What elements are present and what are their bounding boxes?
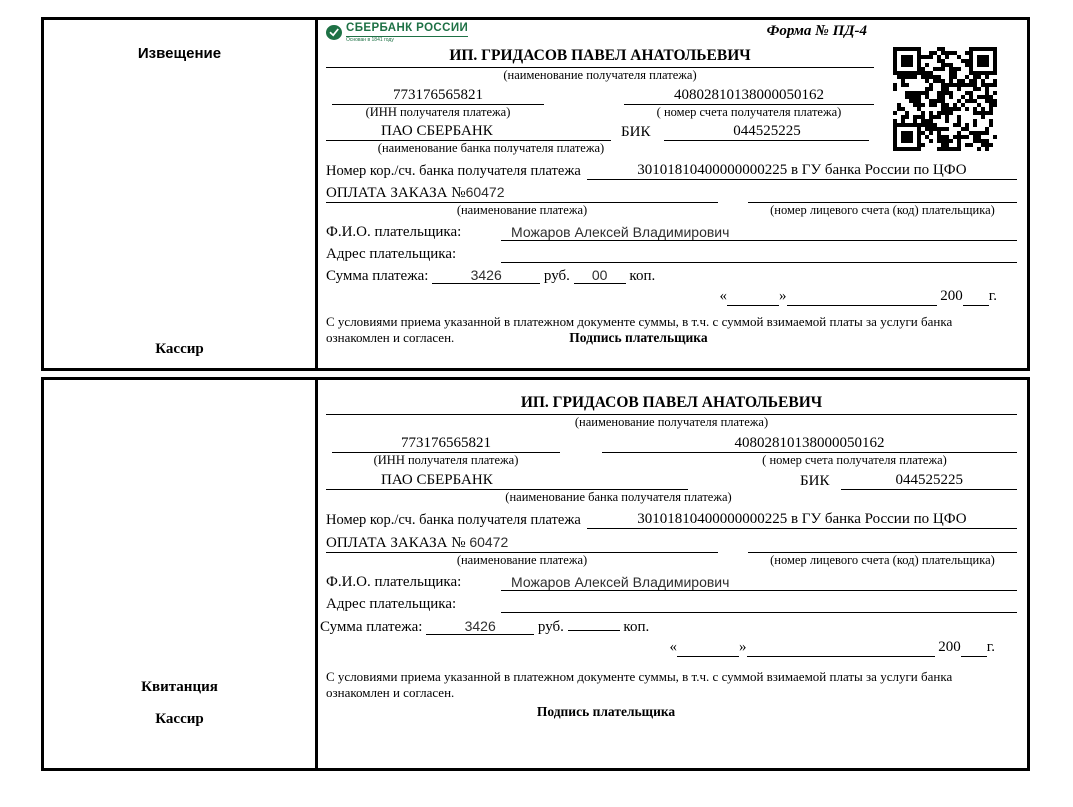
- payment-label: (наименование платежа): [456, 553, 588, 567]
- kop-label: коп.: [629, 268, 656, 284]
- account-label: ( номер счета получателя платежа): [656, 105, 842, 119]
- bik-label: БИК: [800, 473, 830, 489]
- receipt-title: Квитанция: [141, 679, 218, 695]
- recipient-name: ИП. ГРИДАСОВ ПАВЕЛ АНАТОЛЬЕВИЧ: [326, 394, 1017, 415]
- sum-label: Сумма платежа:: [326, 268, 429, 284]
- corr-account-label: Номер кор./сч. банка получателя платежа: [326, 163, 581, 179]
- order-number: 60472: [469, 534, 509, 550]
- payer-address-label: Адрес плательщика:: [326, 596, 457, 612]
- form-number: Форма № ПД-4: [766, 23, 867, 39]
- personal-account-line: [748, 535, 1017, 553]
- personal-account-line: [748, 185, 1017, 203]
- order-number: 60472: [465, 184, 505, 200]
- payment-purpose: ОПЛАТА ЗАКАЗА № 60472: [326, 534, 718, 553]
- inn-value: 773176565821: [332, 435, 560, 453]
- recipient-name: ИП. ГРИДАСОВ ПАВЕЛ АНАТОЛЬЕВИЧ: [326, 47, 874, 68]
- inn-label: (ИНН получателя платежа): [373, 453, 519, 467]
- sum-label: Сумма платежа:: [320, 619, 423, 635]
- receipt-side-column: [44, 380, 318, 768]
- bank-label: (наименование банка получателя платежа): [505, 490, 732, 504]
- receipt-cashier-label: Кассир: [155, 711, 204, 727]
- sberbank-emblem-icon: [326, 25, 342, 40]
- bik-value: 044525225: [664, 123, 869, 141]
- bik-value: 044525225: [841, 472, 1017, 490]
- signature-label: Подпись плательщика: [569, 330, 708, 345]
- notice-form-area: [318, 20, 1027, 368]
- receipt-section: [41, 377, 1030, 771]
- bank-label: (наименование банка получателя платежа): [377, 141, 605, 155]
- payer-address-value: [501, 595, 1017, 613]
- inn-label: (ИНН получателя платежа): [365, 105, 511, 119]
- personal-account-label: (номер лицевого счета (код) плательщика): [770, 553, 995, 567]
- rub-label: руб.: [543, 268, 570, 284]
- payment-label: (наименование платежа): [456, 203, 588, 217]
- sum-rub-value: 3426: [432, 267, 540, 284]
- sum-row: [326, 267, 1017, 285]
- agreement-text-line2: ознакомлен и согласен.: [326, 330, 455, 345]
- account-label: ( номер счета получателя платежа): [762, 453, 947, 467]
- sum-rub-value: 3426: [426, 618, 534, 635]
- agreement-text-line1: С условиями приема указанной в платежном документе суммы, в т.ч. с суммой взимаемой платы за услуги банка: [326, 314, 953, 329]
- corr-account-label: Номер кор./сч. банка получателя платежа: [326, 512, 581, 528]
- sum-kop-value: 00: [574, 267, 626, 284]
- corr-account-value: 30101810400000000225 в ГУ банка России по ЦФО: [587, 511, 1017, 529]
- inn-value: 773176565821: [332, 87, 544, 105]
- account-value: 40802810138000050162: [624, 87, 874, 105]
- year-suffix: г.: [986, 639, 995, 655]
- qr-code: [893, 47, 997, 151]
- agreement-text-line2: ознакомлен и согласен.: [326, 685, 455, 700]
- sberbank-logo-text: СБЕРБАНК РОССИИ: [346, 23, 468, 37]
- corr-account-value: 30101810400000000225 в ГУ банка России по ЦФО: [587, 162, 1017, 180]
- personal-account-label: (номер лицевого счета (код) плательщика): [770, 203, 995, 217]
- receipt-form-area: [318, 380, 1027, 768]
- agreement-text-line1: С условиями приема указанной в платежном документе суммы, в т.ч. с суммой взимаемой платы за услуги банка: [326, 669, 953, 684]
- bank-name: ПАО СБЕРБАНК: [326, 123, 611, 141]
- year-suffix: г.: [988, 288, 997, 304]
- sberbank-logo-tagline: Основан в 1841 году: [346, 36, 394, 43]
- payment-purpose: ОПЛАТА ЗАКАЗА №60472: [326, 184, 718, 203]
- notice-section: [41, 17, 1030, 371]
- sum-row: [320, 618, 1017, 636]
- sum-kop-value: [568, 630, 620, 631]
- year-prefix: 200: [940, 288, 963, 304]
- year-prefix: 200: [938, 639, 961, 655]
- payer-name-value: Можаров Алексей Владимирович: [501, 224, 1017, 241]
- notice-title: Извещение: [137, 45, 222, 62]
- date-line: « » 200 г.: [669, 639, 995, 655]
- payer-name-label: Ф.И.О. плательщика:: [326, 574, 462, 590]
- payer-name-value: Можаров Алексей Владимирович: [501, 574, 1017, 591]
- signature-label: Подпись плательщика: [536, 704, 676, 719]
- payer-name-label: Ф.И.О. плательщика:: [326, 224, 462, 240]
- rub-label: руб.: [537, 619, 564, 635]
- notice-cashier-label: Кассир: [155, 341, 204, 357]
- bik-label: БИК: [621, 124, 651, 140]
- date-line: « » 200 г.: [719, 288, 997, 304]
- payer-address-label: Адрес плательщика:: [326, 246, 457, 262]
- sberbank-logo: [326, 23, 468, 43]
- recipient-label: (наименование получателя платежа): [503, 68, 697, 82]
- account-value: 40802810138000050162: [602, 435, 1017, 453]
- recipient-label: (наименование получателя платежа): [574, 415, 769, 429]
- bank-name: ПАО СБЕРБАНК: [326, 472, 688, 490]
- payer-address-value: [501, 245, 1017, 263]
- notice-side-column: [44, 20, 318, 368]
- kop-label: коп.: [623, 619, 650, 635]
